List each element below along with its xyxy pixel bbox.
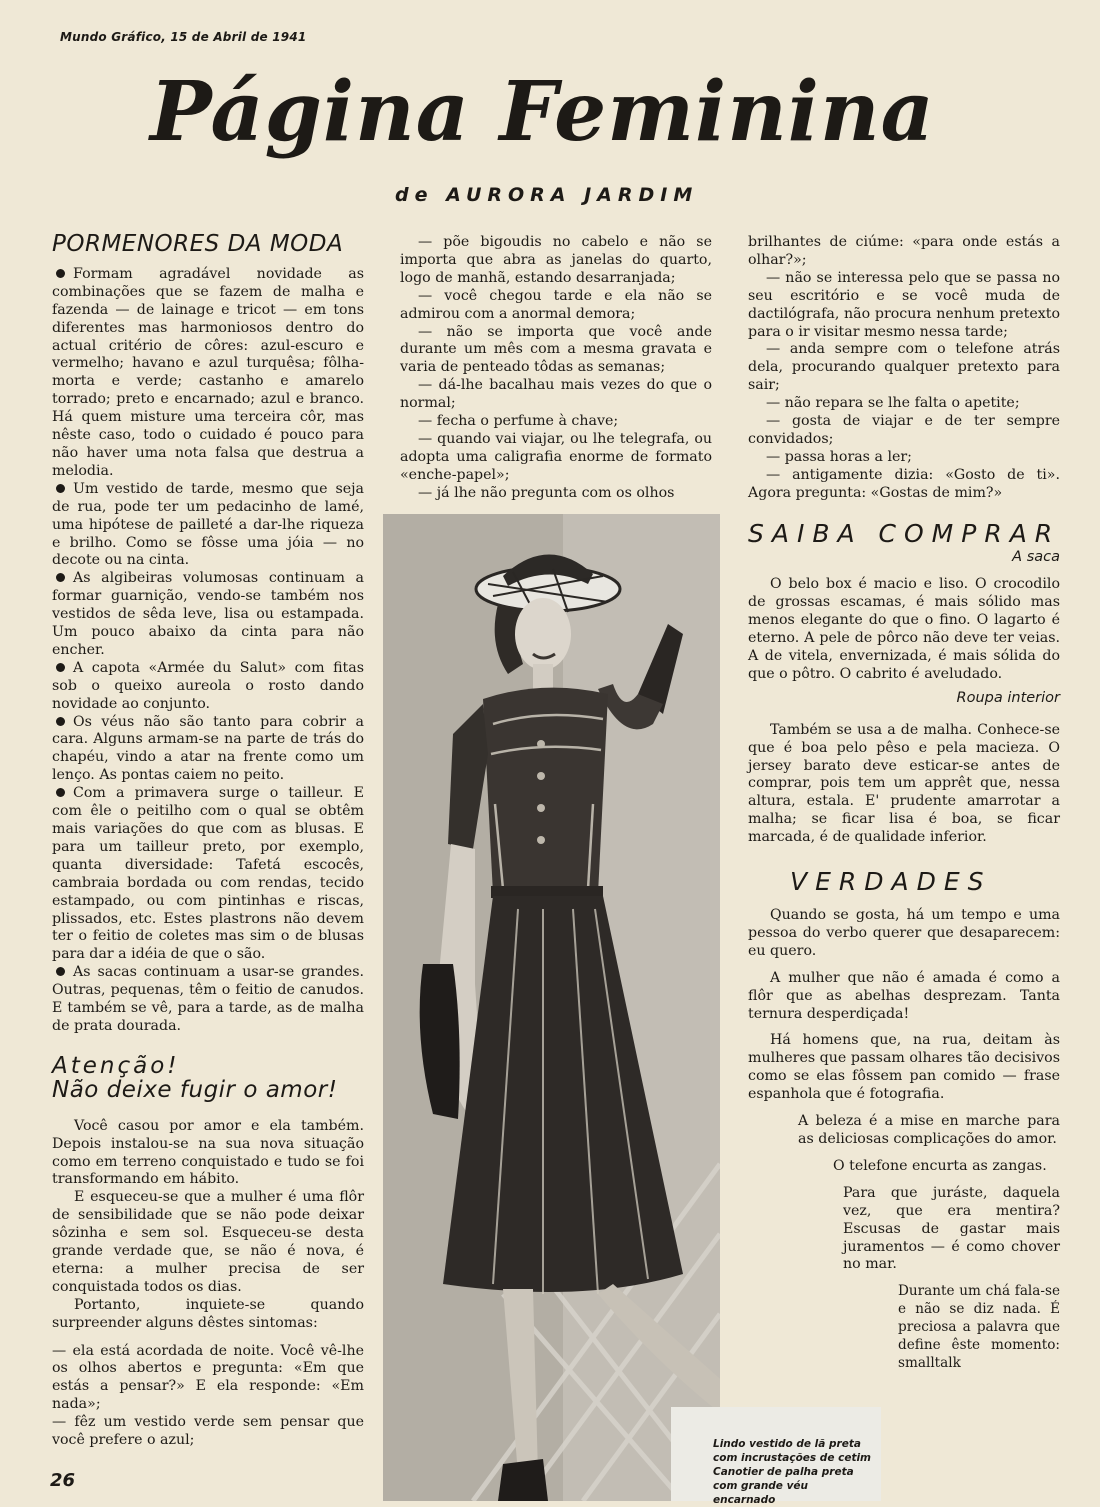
symptom-item: — ela está acordada de noite. Você vê-lhe os olhos abertos e pregunta: «Em que estás a pensar?» E ela responde: «Em nada»; (52, 1342, 364, 1413)
paragraph: Para que juráste, daquela vez, que era mentira? Escusas de gastar mais juramentos — é como chover no mar. (843, 1184, 1060, 1273)
subheading-saca: A saca (1012, 548, 1060, 565)
section-heading-amor: Não deixe fugir o amor! (52, 1076, 338, 1103)
symptom-item: — dá-lhe bacalhau mais vezes do que o normal; (400, 377, 712, 412)
symptom-item: — fecha o perfume à chave; (418, 413, 619, 430)
paragraph: Quando se gosta, há um tempo e uma pessoa do verbo querer que desaparecem: eu quero. (748, 907, 1060, 959)
bullet-icon (56, 967, 65, 976)
caption-line: Canotier de palha preta (713, 1466, 854, 1478)
section-heading-saiba-comprar: SAIBA COMPRAR (748, 518, 1061, 548)
bullet-icon (56, 663, 65, 672)
section-heading-moda: PORMENORES DA MODA (52, 231, 344, 257)
caption-line: com incrustações de cetim (713, 1452, 872, 1464)
bullet-icon (56, 717, 65, 726)
paragraph: O telefone encurta as zangas. (833, 1157, 1047, 1174)
paragraph: Você casou por amor e ela também. Depois instalou-se na sua nova situação como em terreno conquistado e tudo se foi transformando em hábito. (52, 1117, 364, 1188)
caption-line: Lindo vestido de lã preta (713, 1438, 861, 1450)
symptom-item: — passa horas a ler; (766, 448, 912, 465)
bullet-icon (56, 484, 65, 493)
paragraph: A beleza é a mise en marche para as deliciosas complicações do amor. (798, 1113, 1060, 1147)
page-title: Página Feminina (150, 64, 935, 160)
fashion-photo (383, 514, 720, 1501)
bullet-icon (56, 269, 65, 278)
symptom-item: — anda sempre com o telefone atrás dela, procurando qualquer pretexto para sair; (748, 341, 1060, 394)
column-middle (400, 234, 712, 503)
paragraph: A mulher que não é amada é como a flôr que as abelhas desprezam. Tanta ternura desperdiçada! (748, 969, 1060, 1022)
fashion-item: As algibeiras volumosas continuam a formar guarnição, vendo-se também nos vestidos de sêda leve, lisa ou estampada. Um pouco abaixo da cinta para não encher. (52, 570, 364, 658)
author-byline: de AURORA JARDIM (395, 184, 699, 206)
symptom-item: — você chegou tarde e ela não se admirou com a anormal demora; (400, 287, 712, 322)
paragraph: E esqueceu-se que a mulher é uma flôr de sensibilidade que se não pode deixar sôzinha e sem sol. Esqueceu-se desta grande verdade que, se não é nova, é eterna: a mulher precisa de ser conquistada todos os dias. (52, 1189, 364, 1295)
woman-in-dress-illustration (383, 514, 720, 1501)
symptom-item: — já lhe não pregunta com os olhos (418, 484, 675, 501)
fashion-item: Um vestido de tarde, mesmo que seja de rua, pode ter um pedacinho de lamé, uma hipótese de pailleté a dar-lhe riqueza e brilho. Como se fôsse uma jóia — no decote ou na cinta. (52, 480, 364, 569)
section-heading-verdades: VERDADES (790, 867, 992, 897)
verdades-list (748, 907, 1060, 1373)
bullet-icon (56, 788, 65, 797)
photo-caption (671, 1407, 881, 1506)
symptom-item: — põe bigoudis no cabelo e não se importa que abra as janelas do quarto, logo de manhã, estando desarranjada; (400, 234, 712, 286)
paragraph: Durante um chá fala-se e não se diz nada. É preciosa a palavra que define êste momento: smalltalk (898, 1283, 1060, 1371)
paragraph: Há homens que, na rua, deitam às mulheres que passam olhares tão decisivos como se elas fôssem pan comido — frase espanhola que é fotografia. (748, 1032, 1060, 1103)
fashion-item: Formam agradável novidade as combinações que se fazem de malha e fazenda — de lainage e tricot — em tons diferentes mas harmoniosos dentro do actual critério de côres: azul-escuro e vermelho; havano e azul turquêsa; fôlha-morta e verde; castanho e amarelo torrado; preto e encarnado; azul e branco. Há quem misture uma terceira côr, mas nêste caso, todo o cuidado é pouco para não haver uma nota falsa que destrua a melodia. (52, 265, 364, 479)
symptom-item: — não se importa que você ande durante um mês com a mesma gravata e varia de penteado tôdas as semanas; (400, 323, 712, 376)
column-right (748, 234, 1060, 1382)
symptom-item: — não se interessa pelo que se passa no seu escritório e se você muda de dactilógrafa, não procura nenhum pretexto para o ir visitar mesmo nessa tarde; (748, 269, 1060, 340)
fashion-item: As sacas continuam a usar-se grandes. Outras, pequenas, têm o feitio de canudos. E também se vê, para a tarde, as de malha de prata dourada. (52, 964, 364, 1034)
column-left (52, 231, 364, 1450)
page-number: 26 (50, 1470, 76, 1491)
paragraph: O belo box é macio e liso. O crocodilo de grossas escamas, é mais sólido mas menos elegante do que o fino. O lagarto é eterno. A pele de pôrco não deve ter veias. A de vitela, envernizada, é mais sólida do que o pôtro. O cabrito é aveludado. (748, 576, 1060, 682)
subheading-roupa: Roupa interior (956, 689, 1060, 706)
bullet-icon (56, 573, 65, 582)
symptom-item: — não repara se lhe falta o apetite; (766, 395, 1020, 412)
caption-line: com grande véu encarnado (713, 1480, 809, 1506)
symptom-item: — gosta de viajar e de ter sempre convidados; (748, 413, 1060, 447)
fashion-item: A capota «Armée du Salut» com fitas sob o queixo aureola o rosto dando novidade ao conjunto. (52, 659, 364, 712)
paragraph: Portanto, inquiete-se quando surpreender alguns dêstes sintomas: (52, 1296, 364, 1331)
fashion-item: Com a primavera surge o tailleur. E com êle o peitilho com o qual se obtêm mais variações do que com as blusas. E para um tailleur preto, por exemplo, quanta diversidade: Tafetá escocês, cambraia bordada ou com rendas, tecido estampado, ou com pintinhas e riscas, plissados, etc. Estes plastrons não devem ter o feitio de coletes mas sim o de blusas para dar a idéia de que o são. (52, 785, 364, 963)
symptom-item: — antigamente dizia: «Gosto de ti». Agora pregunta: «Gostas de mim?» (748, 466, 1060, 501)
section-heading-atencao: Atenção! (52, 1052, 180, 1079)
symptom-item: — quando vai viajar, ou lhe telegrafa, ou adopta uma caligrafia enorme de formato «enche-papel»; (400, 430, 712, 483)
issue-info: Mundo Gráfico, 15 de Abril de 1941 (60, 30, 307, 44)
symptom-item: — fêz um vestido verde sem pensar que você prefere o azul; (52, 1414, 364, 1449)
fashion-item: Os véus não são tanto para cobrir a cara. Alguns armam-se na parte de trás do chapéu, vindo a atar na frente como um lenço. As pontas caiem no peito. (52, 713, 364, 784)
symptom-item: brilhantes de ciúme: «para onde estás a olhar?»; (748, 234, 1060, 268)
paragraph: Também se usa a de malha. Conhece-se que é boa pelo pêso e pela macieza. O jersey barato deve esticar-se antes de comprar, pois tem um apprêt que, nessa altura, estala. E' prudente amarrotar a malha; se ficar lisa é boa, se ficar marcada, é de qualidade inferior. (748, 721, 1060, 846)
